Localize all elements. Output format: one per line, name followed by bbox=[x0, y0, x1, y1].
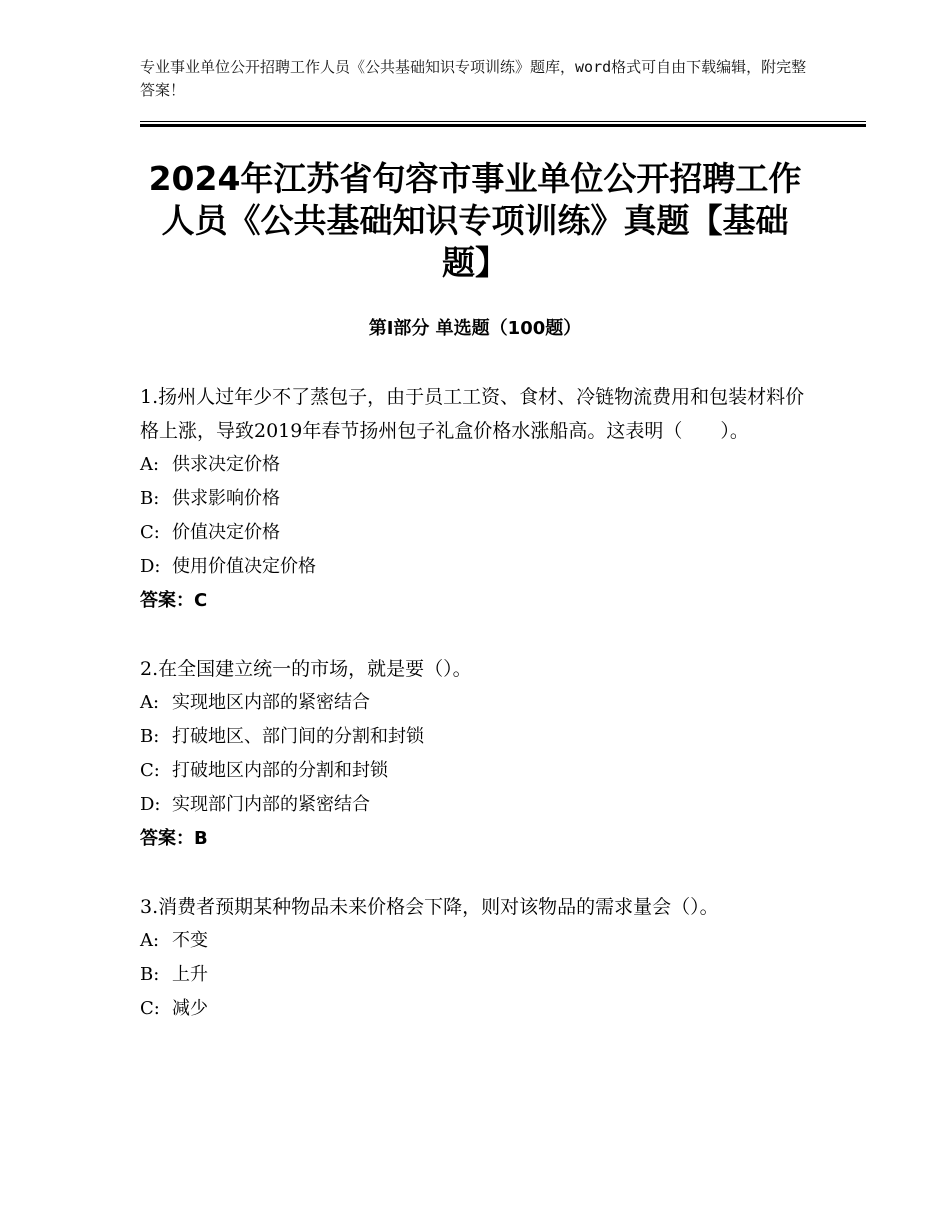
answer: 答案：C bbox=[140, 590, 208, 611]
option-b bbox=[140, 958, 810, 992]
option-d bbox=[140, 788, 810, 822]
option-letter: A: bbox=[140, 930, 160, 951]
option-letter: D: bbox=[140, 556, 161, 577]
option-letter: C: bbox=[140, 998, 160, 1019]
question-stem: 2.在全国建立统一的市场，就是要（）。 bbox=[140, 658, 472, 680]
option-a bbox=[140, 448, 810, 482]
option-text: 实现部门内部的紧密结合 bbox=[172, 794, 370, 815]
option-c bbox=[140, 992, 810, 1026]
option-text: 不变 bbox=[172, 930, 208, 951]
question-1 bbox=[140, 380, 810, 618]
option-letter: C: bbox=[140, 522, 160, 543]
option-letter: B: bbox=[140, 488, 160, 509]
option-text: 供求影响价格 bbox=[172, 488, 280, 509]
option-letter: A: bbox=[140, 454, 160, 475]
section-title: 第I部分 单选题（100题） bbox=[368, 318, 582, 339]
question-stem: 3.消费者预期某种物品未来价格会下降，则对该物品的需求量会（）。 bbox=[140, 896, 719, 918]
option-letter: C: bbox=[140, 760, 160, 781]
option-text: 使用价值决定价格 bbox=[172, 556, 316, 577]
option-d bbox=[140, 550, 810, 584]
header-rule-thick bbox=[140, 124, 866, 127]
option-text: 供求决定价格 bbox=[172, 454, 280, 475]
header-note: 专业事业单位公开招聘工作人员《公共基础知识专项训练》题库，word格式可自由下载编辑，附完整答案！ bbox=[140, 58, 807, 99]
document-title: 2024年江苏省句容市事业单位公开招聘工作人员《公共基础知识专项训练》真题【基础题】 bbox=[148, 159, 802, 282]
option-text: 价值决定价格 bbox=[172, 522, 280, 543]
option-c bbox=[140, 754, 810, 788]
question-3 bbox=[140, 890, 810, 1026]
option-letter: D: bbox=[140, 794, 161, 815]
option-text: 打破地区、部门间的分割和封锁 bbox=[172, 726, 424, 747]
option-text: 上升 bbox=[172, 964, 208, 985]
question-stem: 1.扬州人过年少不了蒸包子，由于员工工资、食材、冷链物流费用和包装材料价格上涨，导致2019年春节扬州包子礼盒价格水涨船高。这表明（ ）。 bbox=[140, 386, 805, 442]
question-2 bbox=[140, 652, 810, 856]
option-a bbox=[140, 686, 810, 720]
option-text: 打破地区内部的分割和封锁 bbox=[172, 760, 388, 781]
option-letter: B: bbox=[140, 726, 160, 747]
option-a bbox=[140, 924, 810, 958]
option-letter: B: bbox=[140, 964, 160, 985]
option-b bbox=[140, 482, 810, 516]
option-c bbox=[140, 516, 810, 550]
header-rule-thin bbox=[140, 121, 866, 122]
question-list bbox=[140, 380, 810, 1060]
option-letter: A: bbox=[140, 692, 160, 713]
answer: 答案：B bbox=[140, 828, 208, 849]
option-b bbox=[140, 720, 810, 754]
option-text: 减少 bbox=[172, 998, 208, 1019]
option-text: 实现地区内部的紧密结合 bbox=[172, 692, 370, 713]
